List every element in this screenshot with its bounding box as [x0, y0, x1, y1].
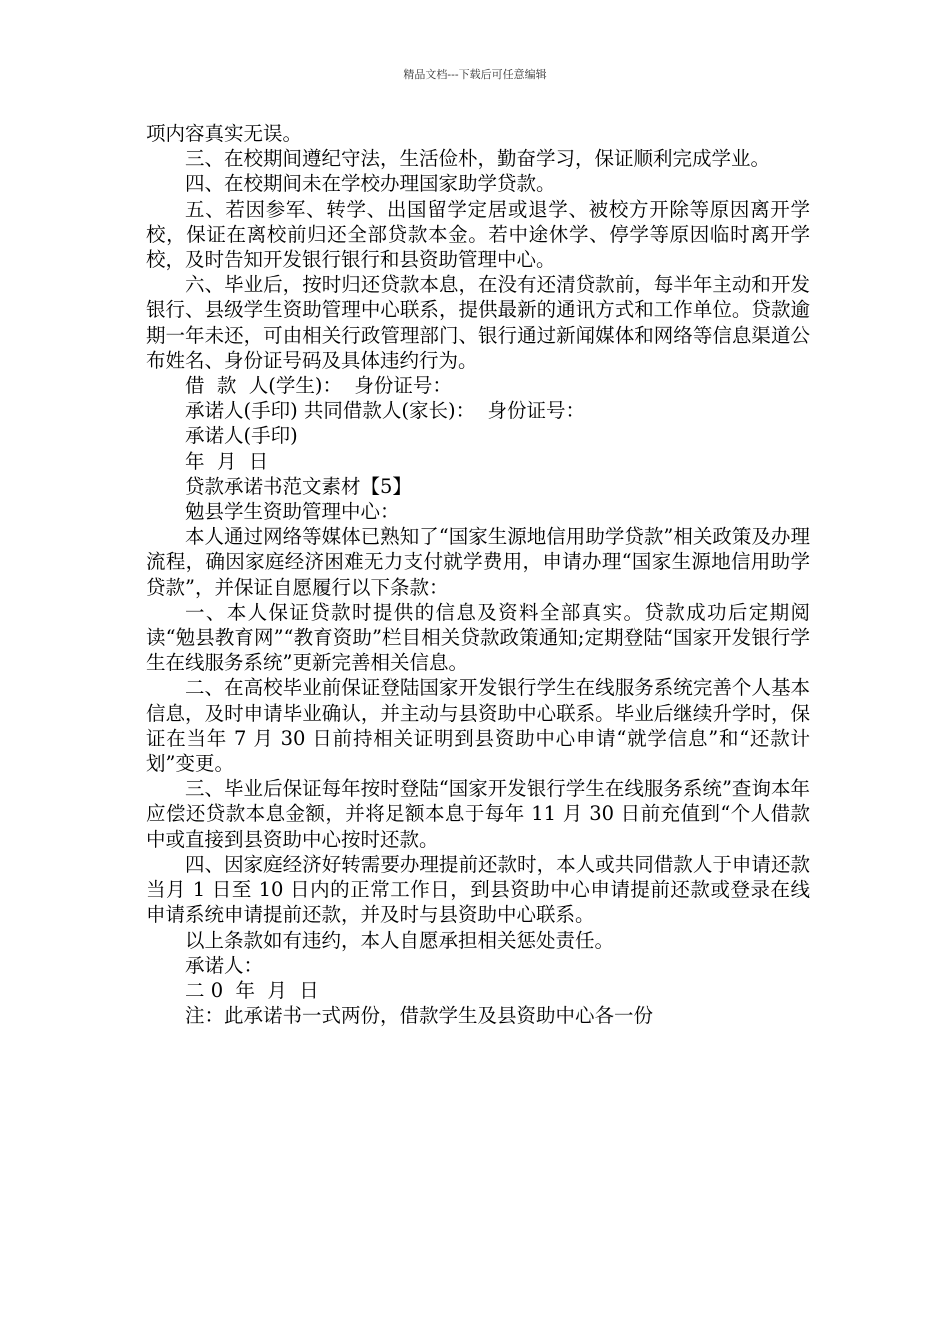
paragraph: 承诺人： — [185, 953, 264, 977]
page-header: 精品文档---下载后可任意编辑 — [403, 68, 547, 81]
paragraph: 贷款承诺书范文素材【5】 — [185, 474, 412, 498]
paragraph: 六、毕业后，按时归还贷款本息，在没有还清贷款前，每半年主动和开发银行、县级学生资助管理中心联系，提供最新的通讯方式和工作单位。贷款逾期一年未还，可由相关行政管理部门、银行通过新闻媒体和网络等信息渠道公布姓名、身份证号码及具体违约行为。 — [146, 273, 810, 372]
paragraph: 二 0 年 月 日 — [185, 978, 319, 1002]
document-body — [146, 121, 810, 1028]
paragraph: 四、在校期间未在学校办理国家助学贷款。 — [185, 172, 556, 196]
paragraph: 五、若因参军、转学、出国留学定居或退学、被校方开除等原因离开学校，保证在离校前归还全部贷款本金。若中途休学、停学等原因临时离开学校，及时告知开发银行银行和县资助管理中心。 — [146, 197, 810, 272]
paragraph: 借 款 人(学生)： 身份证号： — [185, 374, 452, 398]
paragraph: 二、在高校毕业前保证登陆国家开发银行学生在线服务系统完善个人基本信息，及时申请毕业确认，并主动与县资助中心联系。毕业后继续升学时，保证在当年 7 月 30 日前持相关证明到县资助中心申请“就学信息”和“还款计划”变更。 — [146, 676, 810, 776]
paragraph: 本人通过网络等媒体已熟知了“国家生源地信用助学贷款”相关政策及办理流程，确因家庭经济困难无力支付就学费用，申请办理“国家生源地信用助学贷款”，并保证自愿履行以下条款： — [146, 525, 810, 599]
paragraph: 三、毕业后保证每年按时登陆“国家开发银行学生在线服务系统”查询本年应偿还贷款本息金额，并将足额本息于每年 11 月 30 日前充值到“个人借款中或直接到县资助中心按时还款。 — [146, 777, 810, 851]
paragraph: 四、因家庭经济好转需要办理提前还款时，本人或共同借款人于申请还款当月 1 日至 10 日内的正常工作日，到县资助中心申请提前还款或登录在线申请系统申请提前还款，并及时与县资助中心联系。 — [146, 852, 810, 927]
paragraph: 项内容真实无误。 — [146, 122, 303, 145]
paragraph: 三、在校期间遵纪守法，生活俭朴，勤奋学习，保证顺利完成学业。 — [185, 147, 771, 171]
paragraph: 勉县学生资助管理中心： — [185, 500, 400, 524]
paragraph: 以上条款如有违约，本人自愿承担相关惩处责任。 — [185, 928, 615, 952]
paragraph: 注：此承诺书一式两份，借款学生及县资助中心各一份 — [185, 1004, 654, 1028]
paragraph: 承诺人(手印) 共同借款人(家长)： 身份证号： — [185, 399, 586, 423]
paragraph: 承诺人(手印) — [185, 424, 298, 448]
paragraph: 年 月 日 — [185, 449, 269, 473]
paragraph: 一、本人保证贷款时提供的信息及资料全部真实。贷款成功后定期阅读“勉县教育网”“教育资助”栏目相关贷款政策通知;定期登陆“国家开发银行学生在线服务系统”更新完善相关信息。 — [146, 600, 810, 675]
